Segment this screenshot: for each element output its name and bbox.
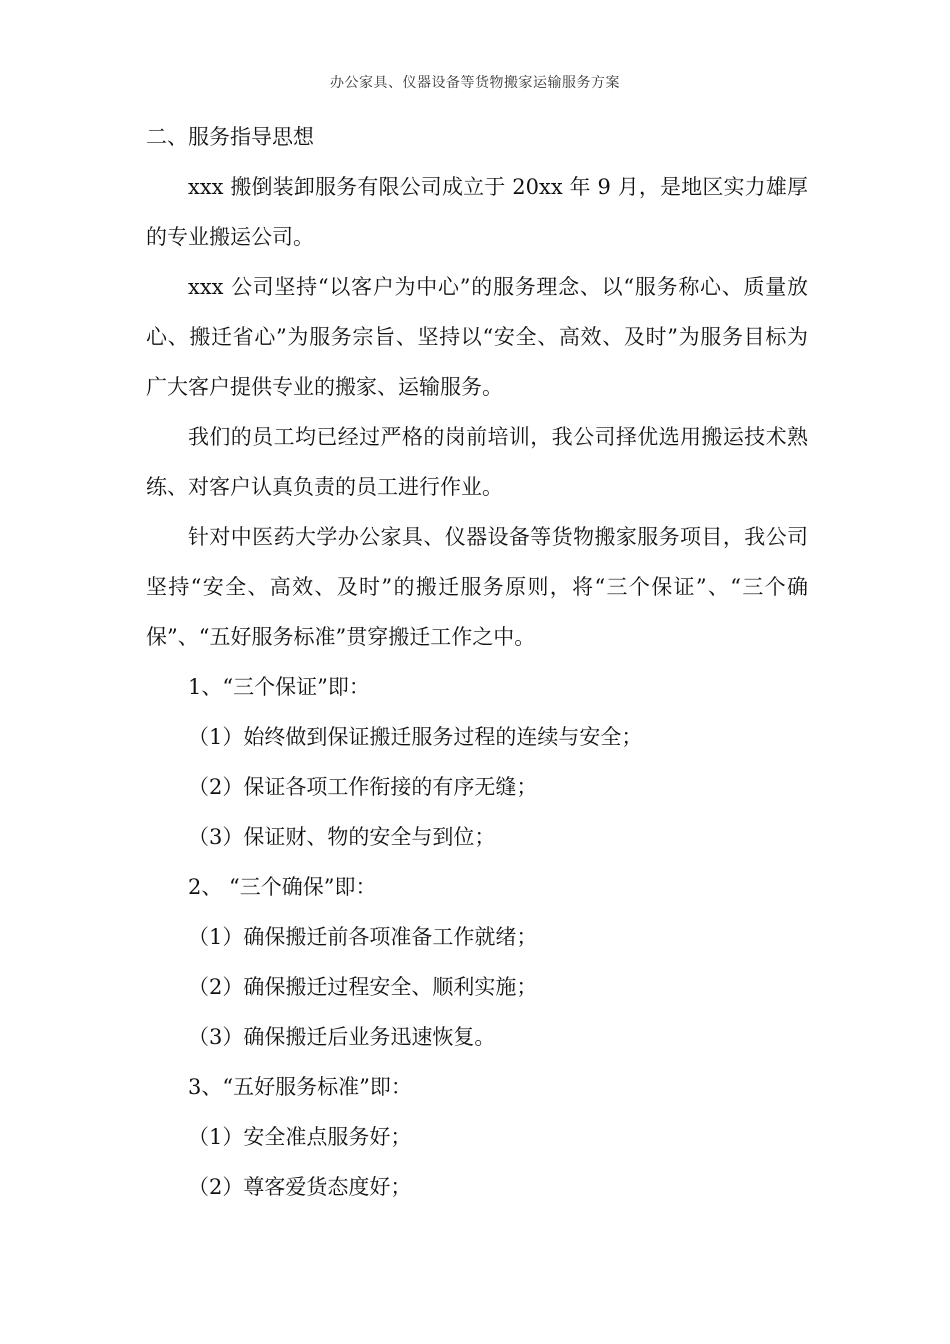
list-three-ensures (146, 862, 808, 1062)
paragraph-company-intro: xxx 搬倒装卸服务有限公司成立于 20xx 年 9 月，是地区实力雄厚的专业搬运公司。 (146, 175, 808, 249)
list-item: （2）确保搬迁过程安全、顺利实施； (188, 975, 538, 999)
list-item: （1）确保搬迁前各项准备工作就绪； (188, 925, 538, 949)
list-five-good-standards (146, 1062, 808, 1212)
list-item: （3）保证财、物的安全与到位； (188, 825, 496, 849)
page-header: 办公家具、仪器设备等货物搬家运输服务方案 (330, 75, 620, 91)
list-item: （2）保证各项工作衔接的有序无缝； (188, 775, 538, 799)
paragraph-staff-training: 我们的员工均已经过严格的岗前培训，我公司择优选用搬运技术熟练、对客户认真负责的员工进行作业。 (146, 425, 808, 499)
list-item: （2）尊客爱货态度好； (188, 1175, 412, 1199)
list-three-guarantees (146, 662, 808, 862)
document-body (146, 112, 808, 1212)
paragraph-project-principle: 针对中医药大学办公家具、仪器设备等货物搬家服务项目，我公司坚持“安全、高效、及时”的搬迁服务原则，将“三个保证”、“三个确保”、“五好服务标准”贯穿搬迁工作之中。 (146, 525, 808, 649)
list-item: （3）确保搬迁后业务迅速恢复。 (188, 1025, 496, 1049)
list-item: （1）始终做到保证搬迁服务过程的连续与安全； (188, 725, 643, 749)
list-title: 3、“五好服务标准”即： (188, 1075, 412, 1099)
section-heading: 二、服务指导思想 (146, 125, 314, 149)
list-item: （1）安全准点服务好； (188, 1125, 412, 1149)
list-title: 1、“三个保证”即： (188, 675, 370, 699)
paragraph-service-philosophy: xxx 公司坚持“以客户为中心”的服务理念、以“服务称心、质量放心、搬迁省心”为服务宗旨、坚持以“安全、高效、及时”为服务目标为广大客户提供专业的搬家、运输服务。 (146, 275, 808, 399)
list-title: 2、 “三个确保”即： (188, 875, 377, 899)
